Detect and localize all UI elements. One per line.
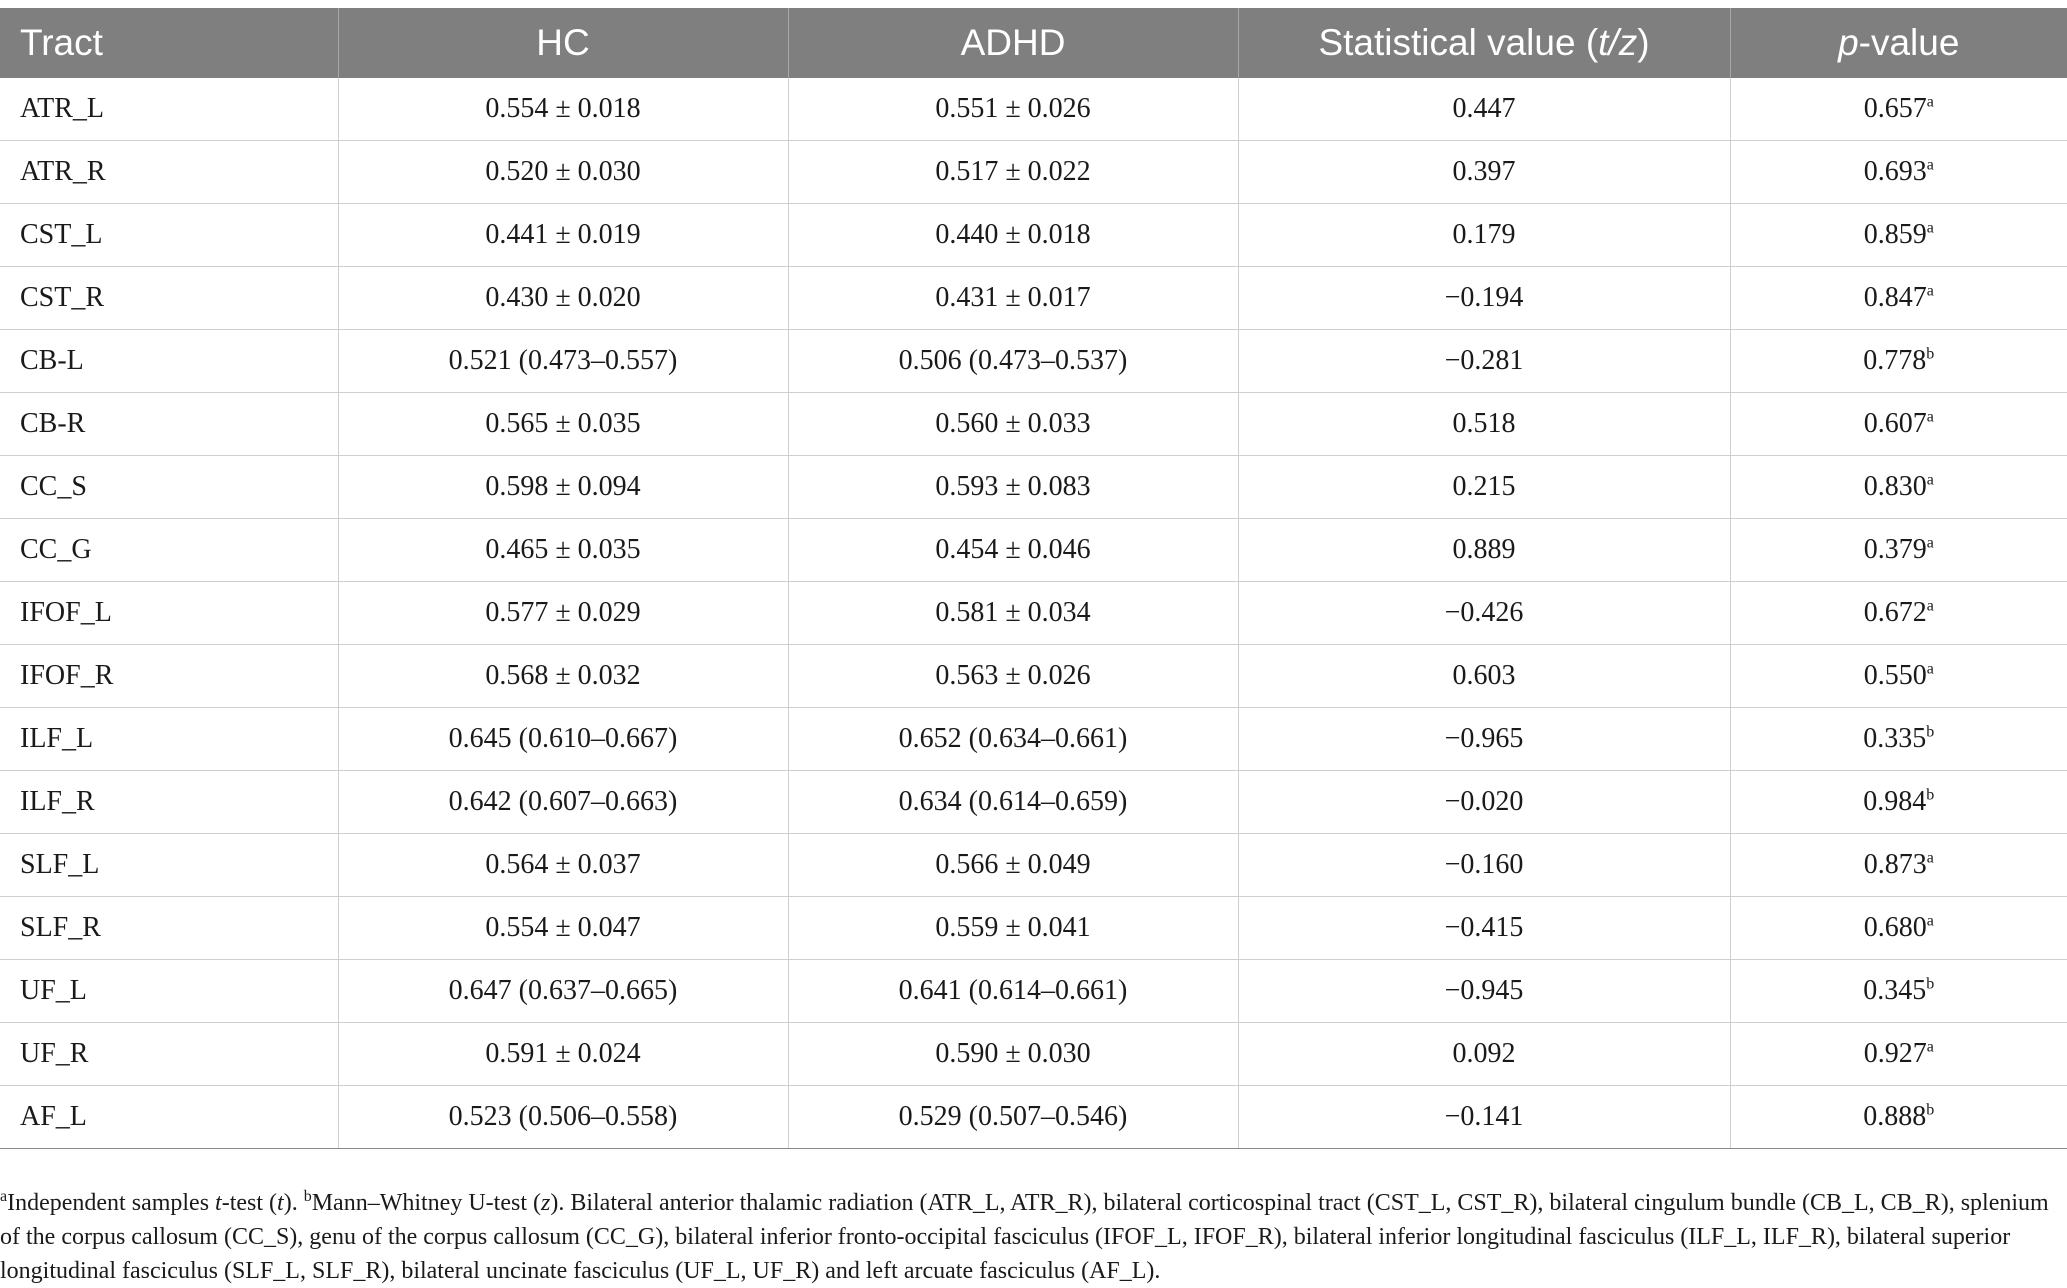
p-value-note-mark: a xyxy=(1926,534,1934,552)
cell-hc: 0.441 ± 0.019 xyxy=(338,204,788,267)
cell-statistical-value: −0.141 xyxy=(1238,1086,1730,1149)
p-value-note-mark: a xyxy=(1926,849,1934,867)
cell-hc: 0.564 ± 0.037 xyxy=(338,834,788,897)
header-stat-prefix: Statistical value ( xyxy=(1318,22,1599,63)
cell-p-value xyxy=(1730,456,2067,519)
cell-p-value xyxy=(1730,267,2067,330)
table-footnote xyxy=(0,1186,2050,1288)
cell-tract: UF_L xyxy=(0,960,338,1023)
p-value-number: 0.873 xyxy=(1863,849,1927,880)
cell-statistical-value: −0.020 xyxy=(1238,771,1730,834)
footnote-var-z: z xyxy=(540,1190,551,1216)
p-value-note-mark: b xyxy=(1926,345,1935,363)
cell-statistical-value: 0.603 xyxy=(1238,645,1730,708)
footnote-text-b1: Mann–Whitney U-test ( xyxy=(311,1190,541,1216)
cell-hc: 0.554 ± 0.018 xyxy=(338,78,788,141)
footnote-var-t1: t xyxy=(215,1190,222,1216)
p-value-note-mark: a xyxy=(1926,408,1934,426)
header-hc: HC xyxy=(338,8,788,78)
p-value-number: 0.657 xyxy=(1863,93,1927,124)
cell-p-value xyxy=(1730,834,2067,897)
p-value-note-mark: a xyxy=(1926,156,1934,174)
cell-hc: 0.430 ± 0.020 xyxy=(338,267,788,330)
cell-tract: IFOF_L xyxy=(0,582,338,645)
cell-hc: 0.521 (0.473–0.557) xyxy=(338,330,788,393)
table-body xyxy=(0,78,2067,1149)
cell-adhd: 0.440 ± 0.018 xyxy=(788,204,1238,267)
cell-statistical-value: −0.965 xyxy=(1238,708,1730,771)
cell-adhd: 0.634 (0.614–0.659) xyxy=(788,771,1238,834)
header-row xyxy=(0,8,2067,78)
cell-hc: 0.642 (0.607–0.663) xyxy=(338,771,788,834)
cell-hc: 0.568 ± 0.032 xyxy=(338,645,788,708)
cell-adhd: 0.563 ± 0.026 xyxy=(788,645,1238,708)
cell-p-value xyxy=(1730,204,2067,267)
table-row xyxy=(0,897,2067,960)
footnote-text-b2: ). Bilateral anterior thalamic radiation (ATR_L, ATR_R), bilateral corticospinal tract (CST_L, CST_R), bilateral cingulum bundle (CB_L, CB_R), splenium of the corpus callosum (CC_S), genu of the corpus callosum (CC_G), bilateral inferior fronto-occipital fasciculus (IFOF_L, IFOF_R), bilateral inferior longitudinal fasciculus (ILF_L, ILF_R), bilateral superior longitudinal fasciculus (SLF_L, SLF_R), bilateral uncinate fasciculus (UF_L, UF_R) and left arcuate fasciculus (AF_L). xyxy=(0,1190,2049,1284)
header-stat-suffix: ) xyxy=(1637,22,1650,63)
cell-p-value xyxy=(1730,1086,2067,1149)
footnote-mark-b: b xyxy=(303,1188,312,1205)
p-value-number: 0.830 xyxy=(1863,471,1927,502)
p-value-number: 0.680 xyxy=(1863,912,1927,943)
p-value-number: 0.888 xyxy=(1863,1101,1927,1132)
footnote-var-t2: t xyxy=(277,1190,284,1216)
cell-tract: SLF_L xyxy=(0,834,338,897)
p-value-number: 0.672 xyxy=(1863,597,1927,628)
cell-statistical-value: 0.092 xyxy=(1238,1023,1730,1086)
cell-tract: ILF_R xyxy=(0,771,338,834)
cell-tract: CB-L xyxy=(0,330,338,393)
cell-statistical-value: 0.215 xyxy=(1238,456,1730,519)
cell-tract: CC_S xyxy=(0,456,338,519)
cell-adhd: 0.581 ± 0.034 xyxy=(788,582,1238,645)
header-p-variable: p xyxy=(1838,22,1859,63)
footnote-mark-a: a xyxy=(0,1188,8,1205)
cell-tract: AF_L xyxy=(0,1086,338,1149)
cell-tract: IFOF_R xyxy=(0,645,338,708)
header-tract: Tract xyxy=(0,8,338,78)
table-row xyxy=(0,645,2067,708)
cell-hc: 0.523 (0.506–0.558) xyxy=(338,1086,788,1149)
cell-adhd: 0.559 ± 0.041 xyxy=(788,897,1238,960)
cell-statistical-value: 0.179 xyxy=(1238,204,1730,267)
cell-hc: 0.520 ± 0.030 xyxy=(338,141,788,204)
cell-adhd: 0.641 (0.614–0.661) xyxy=(788,960,1238,1023)
table-row xyxy=(0,267,2067,330)
cell-hc: 0.465 ± 0.035 xyxy=(338,519,788,582)
p-value-number: 0.778 xyxy=(1863,345,1927,376)
cell-adhd: 0.529 (0.507–0.546) xyxy=(788,1086,1238,1149)
cell-statistical-value: 0.518 xyxy=(1238,393,1730,456)
table-row xyxy=(0,456,2067,519)
cell-p-value xyxy=(1730,78,2067,141)
table-row xyxy=(0,834,2067,897)
p-value-number: 0.927 xyxy=(1863,1038,1927,1069)
table-row xyxy=(0,204,2067,267)
p-value-number: 0.984 xyxy=(1863,786,1927,817)
cell-p-value xyxy=(1730,771,2067,834)
cell-tract: ATR_R xyxy=(0,141,338,204)
cell-adhd: 0.454 ± 0.046 xyxy=(788,519,1238,582)
p-value-number: 0.859 xyxy=(1863,219,1927,250)
cell-statistical-value: −0.194 xyxy=(1238,267,1730,330)
p-value-note-mark: a xyxy=(1926,219,1934,237)
p-value-number: 0.335 xyxy=(1863,723,1927,754)
header-p-suffix: -value xyxy=(1858,22,1960,63)
cell-tract: ATR_L xyxy=(0,78,338,141)
cell-tract: UF_R xyxy=(0,1023,338,1086)
p-value-number: 0.345 xyxy=(1863,975,1927,1006)
cell-adhd: 0.560 ± 0.033 xyxy=(788,393,1238,456)
p-value-note-mark: a xyxy=(1926,282,1934,300)
cell-hc: 0.598 ± 0.094 xyxy=(338,456,788,519)
cell-adhd: 0.506 (0.473–0.537) xyxy=(788,330,1238,393)
header-stat-variable: t/z xyxy=(1598,22,1638,63)
p-value-note-mark: a xyxy=(1926,1038,1934,1056)
cell-adhd: 0.551 ± 0.026 xyxy=(788,78,1238,141)
cell-statistical-value: 0.447 xyxy=(1238,78,1730,141)
cell-p-value xyxy=(1730,708,2067,771)
cell-p-value xyxy=(1730,1023,2067,1086)
table-row xyxy=(0,708,2067,771)
cell-p-value xyxy=(1730,141,2067,204)
cell-statistical-value: −0.415 xyxy=(1238,897,1730,960)
cell-statistical-value: −0.160 xyxy=(1238,834,1730,897)
cell-tract: CB-R xyxy=(0,393,338,456)
cell-tract: SLF_R xyxy=(0,897,338,960)
cell-tract: CST_R xyxy=(0,267,338,330)
cell-hc: 0.565 ± 0.035 xyxy=(338,393,788,456)
cell-adhd: 0.431 ± 0.017 xyxy=(788,267,1238,330)
p-value-note-mark: b xyxy=(1926,786,1935,804)
table-row xyxy=(0,1023,2067,1086)
cell-p-value xyxy=(1730,330,2067,393)
cell-statistical-value: −0.426 xyxy=(1238,582,1730,645)
cell-tract: ILF_L xyxy=(0,708,338,771)
tract-comparison-table xyxy=(0,8,2067,1149)
cell-p-value xyxy=(1730,519,2067,582)
footnote-text-a1: Independent samples xyxy=(7,1190,216,1216)
cell-statistical-value: 0.889 xyxy=(1238,519,1730,582)
p-value-note-mark: b xyxy=(1926,1101,1935,1119)
cell-adhd: 0.590 ± 0.030 xyxy=(788,1023,1238,1086)
cell-p-value xyxy=(1730,582,2067,645)
header-adhd: ADHD xyxy=(788,8,1238,78)
p-value-note-mark: a xyxy=(1926,660,1934,678)
cell-adhd: 0.652 (0.634–0.661) xyxy=(788,708,1238,771)
cell-adhd: 0.566 ± 0.049 xyxy=(788,834,1238,897)
p-value-number: 0.693 xyxy=(1863,156,1927,187)
cell-statistical-value: −0.281 xyxy=(1238,330,1730,393)
cell-hc: 0.577 ± 0.029 xyxy=(338,582,788,645)
p-value-number: 0.550 xyxy=(1863,660,1927,691)
table-row xyxy=(0,393,2067,456)
cell-adhd: 0.517 ± 0.022 xyxy=(788,141,1238,204)
cell-p-value xyxy=(1730,960,2067,1023)
footnote-text-a3: ). xyxy=(283,1190,304,1216)
p-value-note-mark: a xyxy=(1926,471,1934,489)
table-row xyxy=(0,960,2067,1023)
footnote-text-a2: -test ( xyxy=(221,1190,278,1216)
p-value-note-mark: a xyxy=(1926,93,1934,111)
table-row xyxy=(0,78,2067,141)
cell-hc: 0.591 ± 0.024 xyxy=(338,1023,788,1086)
p-value-note-mark: b xyxy=(1926,723,1935,741)
p-value-number: 0.847 xyxy=(1863,282,1927,313)
table-row xyxy=(0,1086,2067,1149)
cell-adhd: 0.593 ± 0.083 xyxy=(788,456,1238,519)
cell-hc: 0.647 (0.637–0.665) xyxy=(338,960,788,1023)
table-row xyxy=(0,582,2067,645)
table-row xyxy=(0,330,2067,393)
cell-p-value xyxy=(1730,645,2067,708)
cell-hc: 0.554 ± 0.047 xyxy=(338,897,788,960)
table-row xyxy=(0,141,2067,204)
table-row xyxy=(0,519,2067,582)
cell-p-value xyxy=(1730,393,2067,456)
p-value-note-mark: a xyxy=(1926,912,1934,930)
cell-statistical-value: −0.945 xyxy=(1238,960,1730,1023)
p-value-note-mark: a xyxy=(1926,597,1934,615)
p-value-note-mark: b xyxy=(1926,975,1935,993)
cell-statistical-value: 0.397 xyxy=(1238,141,1730,204)
p-value-number: 0.607 xyxy=(1863,408,1927,439)
header-p-value xyxy=(1730,8,2067,78)
cell-tract: CST_L xyxy=(0,204,338,267)
header-statistical-value xyxy=(1238,8,1730,78)
data-table-container xyxy=(0,8,2067,1149)
table-row xyxy=(0,771,2067,834)
table-header xyxy=(0,8,2067,78)
p-value-number: 0.379 xyxy=(1863,534,1927,565)
cell-hc: 0.645 (0.610–0.667) xyxy=(338,708,788,771)
cell-tract: CC_G xyxy=(0,519,338,582)
cell-p-value xyxy=(1730,897,2067,960)
